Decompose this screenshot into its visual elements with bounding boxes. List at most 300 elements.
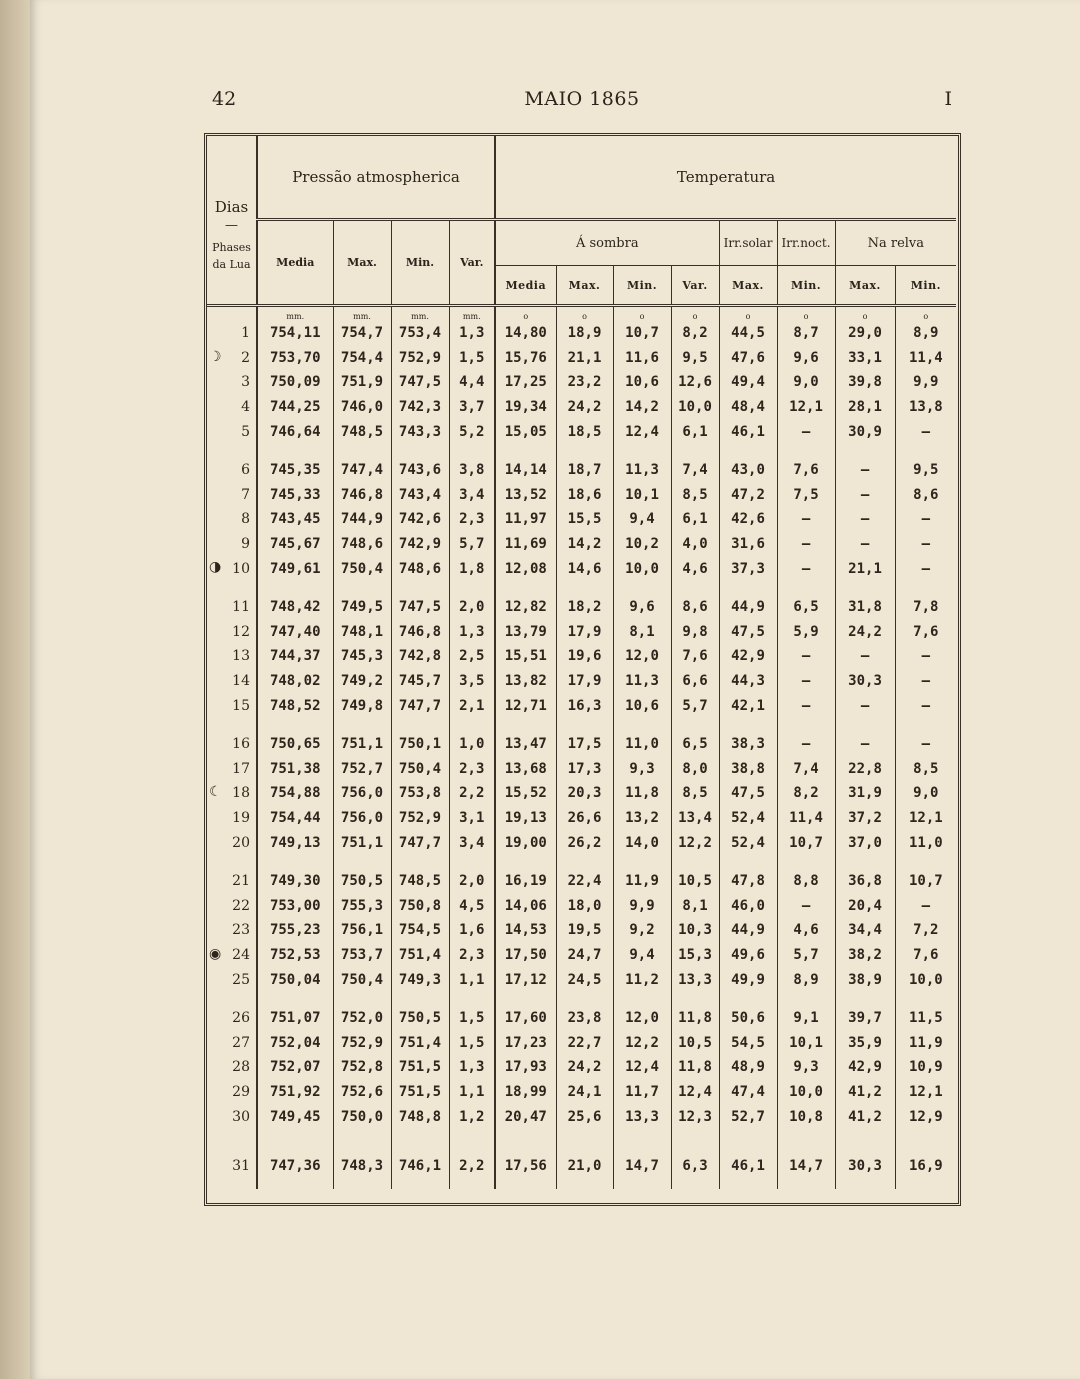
data-cell: 11,69 [495, 532, 556, 557]
table-frame [204, 133, 961, 1206]
data-cell: 29,0 [835, 321, 895, 346]
data-cell: 13,52 [495, 483, 556, 508]
spacer-cell [895, 992, 956, 1006]
data-cell: — [921, 736, 931, 753]
data-cell: 5,7 [671, 693, 719, 718]
header-pressure: Pressão atmospherica [257, 136, 495, 220]
data-cell: 31,9 [835, 781, 895, 806]
data-cell: 17,12 [495, 967, 556, 992]
data-cell: 11,8 [613, 781, 671, 806]
data-cell: 30,9 [835, 419, 895, 444]
data-cell: 752,07 [257, 1055, 333, 1080]
data-cell: 36,8 [835, 869, 895, 894]
header-pressure-var: Var. [449, 220, 495, 306]
spacer-cell [671, 1129, 719, 1143]
data-cell: 748,6 [391, 556, 449, 581]
data-cell: 17,3 [556, 757, 613, 782]
data-cell: 44,9 [719, 595, 777, 620]
data-cell: 38,8 [719, 757, 777, 782]
data-cell: 1,1 [449, 1080, 495, 1105]
spacer-cell [449, 992, 495, 1006]
data-cell: — [777, 556, 835, 581]
day-cell [207, 967, 257, 992]
day-number: 5 [241, 423, 250, 440]
table-row [207, 556, 956, 581]
data-cell: 8,9 [777, 967, 835, 992]
group-spacer [207, 581, 956, 595]
unit-label: o [923, 312, 929, 321]
unit-label: o [835, 306, 895, 322]
data-cell: — [777, 732, 835, 757]
data-cell: 11,3 [613, 458, 671, 483]
data-cell: 30,3 [835, 1143, 895, 1189]
header-sombra-var: Var. [671, 266, 719, 306]
data-cell: 12,1 [908, 1083, 943, 1100]
page-number: 42 [212, 88, 237, 110]
spacer-cell [333, 444, 391, 458]
data-cell: — [835, 693, 895, 718]
spacer-cell [495, 1129, 556, 1143]
spacer-cell [556, 444, 613, 458]
data-cell: 750,4 [333, 967, 391, 992]
data-cell: 15,52 [495, 781, 556, 806]
data-cell: 24,7 [556, 943, 613, 968]
header-dias-label: Dias [214, 198, 249, 216]
day-number: 7 [241, 486, 250, 503]
day-cell [207, 1080, 257, 1105]
data-cell: 14,53 [495, 918, 556, 943]
spacer-cell [449, 444, 495, 458]
data-cell: 10,3 [671, 918, 719, 943]
data-cell: 749,2 [333, 669, 391, 694]
data-cell: 14,6 [556, 556, 613, 581]
data-cell: 16,19 [495, 869, 556, 894]
data-cell: 24,5 [556, 967, 613, 992]
data-cell: 752,9 [391, 806, 449, 831]
group-spacer [207, 855, 956, 869]
data-cell: 10,5 [671, 1030, 719, 1055]
data-cell: 11,7 [613, 1080, 671, 1105]
data-cell: 2,3 [449, 757, 495, 782]
data-cell: 748,3 [333, 1143, 391, 1189]
data-cell: 749,61 [257, 556, 333, 581]
spacer-cell [613, 992, 671, 1006]
spacer-cell [207, 1129, 257, 1143]
data-cell: 743,6 [391, 458, 449, 483]
data-cell: 7,4 [671, 458, 719, 483]
data-cell: 13,8 [908, 399, 943, 416]
data-cell: 14,14 [495, 458, 556, 483]
data-cell: 17,25 [495, 370, 556, 395]
table-row [207, 620, 956, 645]
data-cell: 750,1 [391, 732, 449, 757]
table-row [207, 507, 956, 532]
meteo-table [207, 136, 956, 1189]
data-cell: — [835, 532, 895, 557]
table-row [207, 1030, 956, 1055]
spacer-cell [495, 855, 556, 869]
day-number: 16 [232, 736, 250, 753]
spacer-cell [257, 855, 333, 869]
day-cell [207, 669, 257, 694]
table-row [207, 693, 956, 718]
day-number: 29 [232, 1083, 250, 1100]
data-cell: 26,2 [556, 830, 613, 855]
header-irr-solar-max: Max. [719, 266, 777, 306]
data-cell: 24,2 [556, 1055, 613, 1080]
data-cell: 12,1 [777, 395, 835, 420]
unit-label: o [719, 306, 777, 322]
day-number: 23 [232, 922, 250, 939]
data-cell: 1,1 [449, 967, 495, 992]
data-cell: 748,52 [257, 693, 333, 718]
data-cell: 3,5 [449, 669, 495, 694]
spacer-cell [613, 718, 671, 732]
data-cell: 2,2 [449, 781, 495, 806]
data-cell: 31,8 [835, 595, 895, 620]
day-cell [207, 595, 257, 620]
day-cell [207, 918, 257, 943]
data-cell: 19,13 [495, 806, 556, 831]
data-cell: 744,37 [257, 644, 333, 669]
data-cell: 745,7 [391, 669, 449, 694]
day-cell [207, 1055, 257, 1080]
data-cell: 8,0 [671, 757, 719, 782]
data-cell: 11,97 [495, 507, 556, 532]
spacer-cell [207, 855, 257, 869]
data-cell: 749,30 [257, 869, 333, 894]
spacer-cell [777, 992, 835, 1006]
data-cell: 748,6 [333, 532, 391, 557]
data-cell: 1,3 [449, 1055, 495, 1080]
day-number: 19 [232, 809, 250, 826]
data-cell: 21,0 [556, 1143, 613, 1189]
spacer-cell [495, 992, 556, 1006]
data-cell: 13,68 [495, 757, 556, 782]
table-row [207, 1055, 956, 1080]
group-spacer [207, 718, 956, 732]
data-cell: — [921, 648, 931, 665]
data-cell: 39,8 [835, 370, 895, 395]
table-row [207, 321, 956, 346]
day-number: 3 [241, 374, 250, 391]
data-cell: 50,6 [719, 1006, 777, 1031]
data-cell: 10,0 [671, 395, 719, 420]
data-cell: 755,3 [333, 893, 391, 918]
data-cell: 750,5 [391, 1006, 449, 1031]
spacer-cell [777, 581, 835, 595]
data-cell: 19,6 [556, 644, 613, 669]
data-cell: 5,7 [449, 532, 495, 557]
data-cell: 748,8 [391, 1104, 449, 1129]
data-cell: 748,5 [333, 419, 391, 444]
data-cell: 750,4 [333, 556, 391, 581]
data-cell: 11,8 [671, 1055, 719, 1080]
spacer-cell [207, 581, 257, 595]
spacer-cell [777, 855, 835, 869]
header-sombra-media: Media [495, 266, 556, 306]
data-cell: 743,45 [257, 507, 333, 532]
data-cell: 7,6 [671, 644, 719, 669]
day-number: 28 [232, 1059, 250, 1076]
data-cell: — [921, 673, 931, 690]
data-cell: 747,40 [257, 620, 333, 645]
spacer-cell [257, 718, 333, 732]
data-cell: 6,5 [671, 732, 719, 757]
table-row [207, 806, 956, 831]
data-cell: 743,3 [391, 419, 449, 444]
data-cell: 7,8 [913, 599, 939, 616]
data-cell: 17,23 [495, 1030, 556, 1055]
spacer-cell [556, 718, 613, 732]
data-cell: 48,4 [719, 395, 777, 420]
data-cell: 46,1 [719, 1143, 777, 1189]
data-cell: 9,4 [613, 507, 671, 532]
data-cell: 14,7 [777, 1143, 835, 1189]
data-cell: 752,7 [333, 757, 391, 782]
data-cell: 747,4 [333, 458, 391, 483]
spacer-cell [391, 444, 449, 458]
data-cell: 12,82 [495, 595, 556, 620]
data-cell: — [777, 532, 835, 557]
spacer-cell [333, 581, 391, 595]
data-cell: 751,5 [391, 1080, 449, 1105]
day-number: 10 [232, 560, 250, 577]
data-cell: 748,5 [391, 869, 449, 894]
data-cell: 49,9 [719, 967, 777, 992]
data-cell: 39,7 [835, 1006, 895, 1031]
data-cell: 11,4 [777, 806, 835, 831]
data-cell: 12,4 [671, 1080, 719, 1105]
spacer-cell [835, 855, 895, 869]
data-cell: 9,8 [671, 620, 719, 645]
data-cell: 11,5 [908, 1010, 943, 1027]
data-cell: 754,44 [257, 806, 333, 831]
data-cell: 750,0 [333, 1104, 391, 1129]
data-cell: 746,0 [333, 395, 391, 420]
spacer-cell [556, 992, 613, 1006]
day-number: 9 [241, 536, 250, 553]
day-number: 13 [232, 648, 250, 665]
data-cell: 11,9 [613, 869, 671, 894]
data-cell: 12,2 [671, 830, 719, 855]
data-cell: 13,3 [671, 967, 719, 992]
data-cell: 9,9 [913, 374, 939, 391]
data-cell: 754,4 [333, 346, 391, 371]
data-cell: 752,04 [257, 1030, 333, 1055]
spacer-cell [895, 718, 956, 732]
data-cell: — [777, 507, 835, 532]
data-cell: 26,6 [556, 806, 613, 831]
data-cell: 46,1 [719, 419, 777, 444]
data-cell: 8,5 [671, 483, 719, 508]
data-cell: 3,4 [449, 483, 495, 508]
spacer-cell [495, 581, 556, 595]
data-cell: 8,2 [777, 781, 835, 806]
spacer-cell [835, 718, 895, 732]
unit-label: mm. [391, 306, 449, 322]
data-cell: 12,0 [613, 1006, 671, 1031]
spacer-cell [333, 1129, 391, 1143]
data-cell: 16,9 [908, 1157, 943, 1174]
data-cell: 38,3 [719, 732, 777, 757]
data-cell: 14,06 [495, 893, 556, 918]
day-number: 8 [241, 511, 250, 528]
day-number: 17 [232, 760, 250, 777]
data-cell: 10,6 [613, 370, 671, 395]
data-cell: 13,4 [671, 806, 719, 831]
spacer-cell [719, 992, 777, 1006]
data-cell: — [921, 897, 931, 914]
data-cell: 2,0 [449, 869, 495, 894]
spacer-cell [333, 992, 391, 1006]
data-cell: 21,1 [556, 346, 613, 371]
data-cell: 48,9 [719, 1055, 777, 1080]
data-cell: — [835, 507, 895, 532]
data-cell: 25,6 [556, 1104, 613, 1129]
data-cell: 12,6 [671, 370, 719, 395]
data-cell: — [777, 644, 835, 669]
header-relva-min: Min. [895, 266, 956, 306]
data-cell: 42,6 [719, 507, 777, 532]
day-number: 25 [232, 971, 250, 988]
data-cell: 7,6 [777, 458, 835, 483]
moon-phase-icon: ◑ [209, 559, 222, 576]
data-cell: 746,1 [391, 1143, 449, 1189]
header-temperature: Temperatura [495, 136, 956, 220]
data-cell: 754,5 [391, 918, 449, 943]
data-cell: 17,5 [556, 732, 613, 757]
data-cell: 12,71 [495, 693, 556, 718]
data-cell: 752,0 [333, 1006, 391, 1031]
data-cell: 47,8 [719, 869, 777, 894]
data-cell: 20,3 [556, 781, 613, 806]
data-cell: 8,7 [777, 321, 835, 346]
data-cell: 745,3 [333, 644, 391, 669]
data-cell: 41,2 [835, 1080, 895, 1105]
data-cell: 13,47 [495, 732, 556, 757]
data-cell: 30,3 [835, 669, 895, 694]
data-cell: 742,8 [391, 644, 449, 669]
day-cell [207, 395, 257, 420]
data-cell: 1,5 [449, 346, 495, 371]
data-cell: 15,3 [671, 943, 719, 968]
data-cell: 7,6 [913, 946, 939, 963]
data-cell: 14,2 [613, 395, 671, 420]
data-cell: 9,6 [613, 595, 671, 620]
data-cell: 22,4 [556, 869, 613, 894]
group-spacer [207, 1129, 956, 1143]
group-spacer [207, 992, 956, 1006]
data-cell: 11,3 [613, 669, 671, 694]
day-cell [207, 532, 257, 557]
data-cell: 12,1 [908, 809, 943, 826]
data-cell: 748,02 [257, 669, 333, 694]
spacer-cell [391, 1129, 449, 1143]
data-cell: 4,5 [449, 893, 495, 918]
day-cell [207, 781, 257, 806]
spacer-cell [671, 992, 719, 1006]
day-cell [207, 556, 257, 581]
data-cell: 2,1 [449, 693, 495, 718]
data-cell: 10,8 [777, 1104, 835, 1129]
data-cell: 33,1 [835, 346, 895, 371]
data-cell: 742,3 [391, 395, 449, 420]
day-cell [207, 644, 257, 669]
data-cell: 24,2 [556, 395, 613, 420]
data-cell: 12,4 [613, 419, 671, 444]
data-cell: 751,4 [391, 1030, 449, 1055]
data-cell: 748,42 [257, 595, 333, 620]
header-sombra-max: Max. [556, 266, 613, 306]
table-row [207, 419, 956, 444]
data-cell: 749,45 [257, 1104, 333, 1129]
page-header [212, 88, 952, 118]
spacer-cell [449, 855, 495, 869]
data-cell: 12,3 [671, 1104, 719, 1129]
data-cell: 8,9 [913, 325, 939, 342]
table-row [207, 1104, 956, 1129]
header-pressure-min: Min. [391, 220, 449, 306]
data-cell: 752,9 [391, 346, 449, 371]
data-cell: 12,9 [908, 1108, 943, 1125]
data-cell: 1,5 [449, 1006, 495, 1031]
day-cell [207, 483, 257, 508]
data-cell: 9,0 [913, 785, 939, 802]
day-cell [207, 830, 257, 855]
data-cell: 11,4 [908, 349, 943, 366]
data-cell: 8,1 [671, 893, 719, 918]
moon-phase-icon: ☽ [209, 348, 222, 365]
day-number: 15 [232, 697, 250, 714]
day-number: 4 [241, 399, 250, 416]
data-cell: 20,47 [495, 1104, 556, 1129]
data-cell: 42,9 [835, 1055, 895, 1080]
data-cell: 754,88 [257, 781, 333, 806]
data-cell: 52,7 [719, 1104, 777, 1129]
data-cell: 2,3 [449, 507, 495, 532]
data-cell: 21,1 [835, 556, 895, 581]
table-row [207, 1006, 956, 1031]
moon-phase-icon: ◉ [209, 945, 222, 962]
data-cell: 12,0 [613, 644, 671, 669]
data-cell: 11,6 [613, 346, 671, 371]
header-pressure-max: Max. [333, 220, 391, 306]
day-cell [207, 1030, 257, 1055]
data-cell: 8,6 [913, 486, 939, 503]
data-cell: 10,0 [777, 1080, 835, 1105]
spacer-cell [556, 1129, 613, 1143]
data-cell: 9,3 [777, 1055, 835, 1080]
table-row [207, 943, 956, 968]
day-number: 31 [232, 1157, 250, 1174]
data-cell: 751,5 [391, 1055, 449, 1080]
data-cell: 3,1 [449, 806, 495, 831]
data-cell: 753,8 [391, 781, 449, 806]
table-row [207, 595, 956, 620]
data-cell: 752,8 [333, 1055, 391, 1080]
data-cell: 8,5 [913, 760, 939, 777]
data-cell: 3,4 [449, 830, 495, 855]
data-cell: 15,05 [495, 419, 556, 444]
data-cell: 17,9 [556, 669, 613, 694]
spacer-cell [835, 992, 895, 1006]
data-cell: 47,5 [719, 620, 777, 645]
spacer-cell [671, 718, 719, 732]
group-spacer [207, 444, 956, 458]
spacer-cell [449, 581, 495, 595]
spacer-cell [333, 855, 391, 869]
